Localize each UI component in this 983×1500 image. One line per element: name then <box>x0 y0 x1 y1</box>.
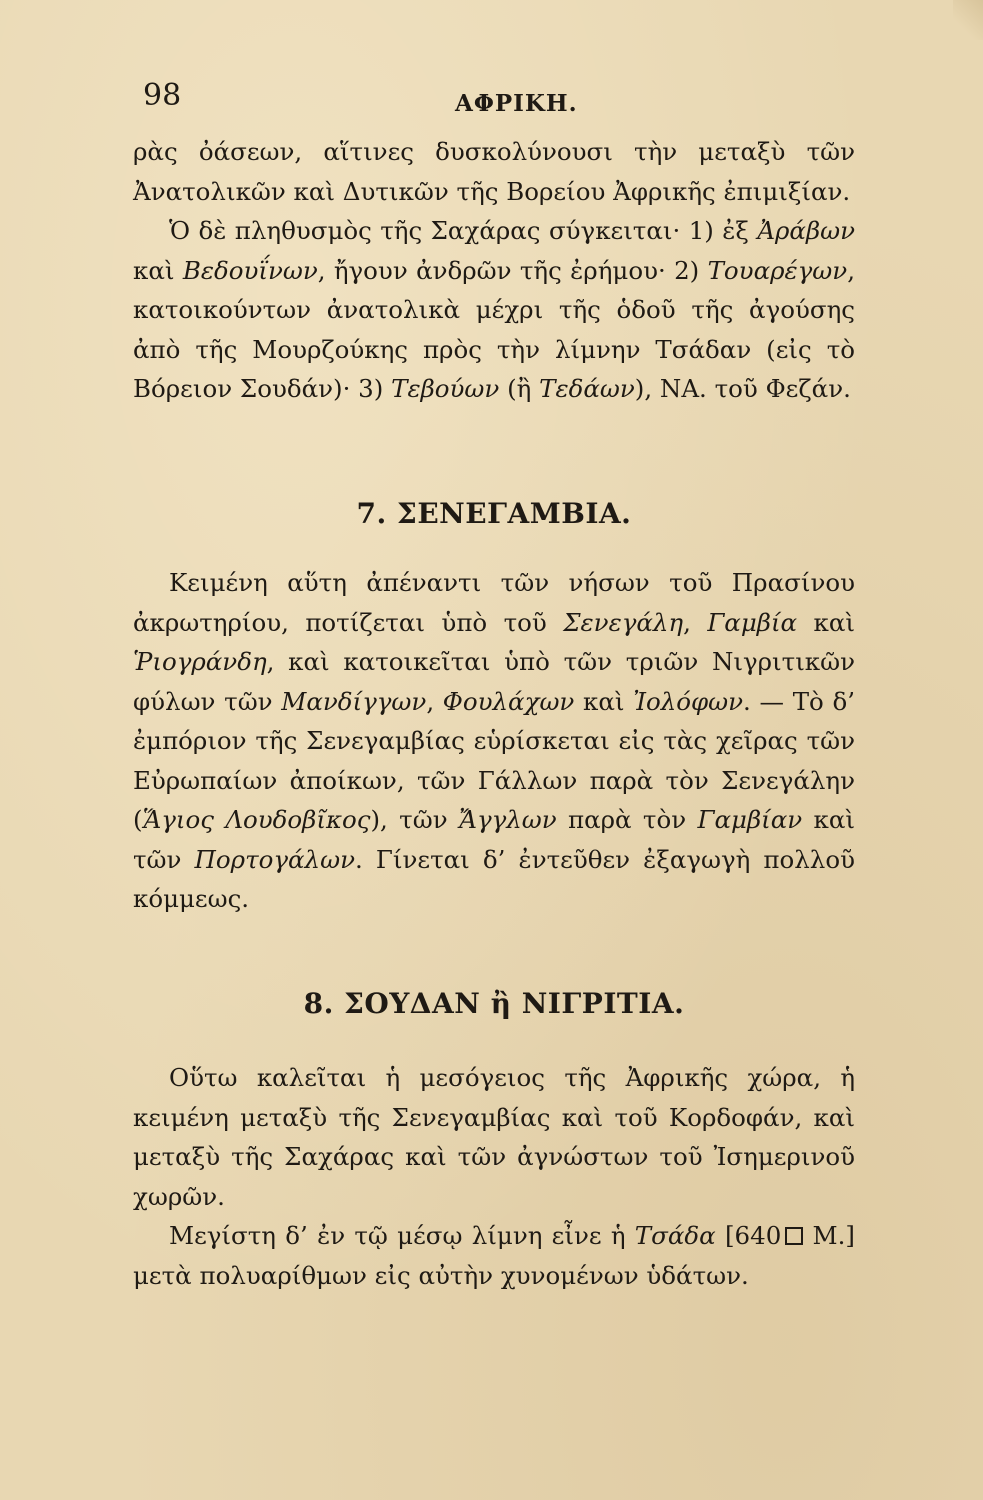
italic-name: Τεδάων <box>539 374 635 403</box>
text-run: (ἢ <box>499 374 540 403</box>
running-head <box>143 70 843 120</box>
page-corner-fold <box>953 0 983 40</box>
text-run: καὶ <box>574 686 634 716</box>
text-run: [640 <box>715 1221 782 1250</box>
paragraph-population <box>133 211 855 409</box>
italic-name: Γαμβίαν <box>697 805 803 834</box>
paragraph-senegambia <box>133 563 855 919</box>
text-run: . Γίνεται δ’ ἐντεῦθεν ἐξαγωγὴ πολλοῦ κόμμεως. <box>133 844 855 913</box>
text-run: , κατοικούντων ἀνατολικὰ μέχρι τῆς ὁδοῦ τῆς ἀγούσης ἀπὸ τῆς Μουρζούκης πρὸς τὴν λίμνην Τσάδαν (εἰς τὸ Βόρειον Σουδάν)· 3) <box>133 255 855 403</box>
italic-name: Ἅγιος Λουδοβῖκος <box>142 805 371 834</box>
italic-name: Γαμβία <box>707 607 798 637</box>
italic-name: Τεβούων <box>391 374 500 403</box>
section-sahara-text <box>133 132 855 409</box>
text-run: καὶ <box>133 255 183 285</box>
italic-name: Φουλάχων <box>442 686 575 716</box>
text-run: καὶ <box>797 607 855 637</box>
section-heading-soudan: 8. ΣΟΥΔΑΝ ἢ ΝΙΓΡΙΤΙΑ. <box>303 987 685 1020</box>
italic-name: Τσάδα <box>634 1221 716 1250</box>
text-run: Μ.] μετὰ πολυαρίθμων εἰς αὐτὴν χυνομένων ὑδάτων. <box>133 1221 855 1290</box>
square-miles-symbol-icon <box>785 1227 803 1245</box>
section-heading-senegambia: 7. ΣΕΝΕΓΑΜΒΙΑ. <box>356 497 632 530</box>
section-senegambia-text <box>133 563 855 919</box>
italic-name: Σενεγάλη <box>563 607 684 637</box>
text-run: Μεγίστη δ’ ἐν τῷ μέσῳ λίμνη εἶνε ἡ <box>169 1221 635 1250</box>
text-run: . — Τὸ δ’ ἐμπόριον τῆς Σενεγαμβίας εὑρίσκεται εἰς τὰς χεῖρας τῶν Εὐρωπαίων ἀποίκων, τῶν Γάλλων παρὰ τὸν Σενεγάλην ( <box>133 686 856 834</box>
text-run: καὶ τῶν <box>133 805 855 874</box>
italic-name: Ἄγγλων <box>458 805 557 834</box>
text-run: , ἤγουν ἀνδρῶν τῆς ἐρήμου· 2) <box>317 255 708 285</box>
italic-name: Ῥιογράνδη <box>133 647 267 676</box>
italic-name: Βεδουΐνων <box>182 255 318 285</box>
text-run: Ὁ δὲ πληθυσμὸς τῆς Σαχάρας σύγκειται· 1) ἐξ <box>169 216 758 245</box>
running-title: ΑΦΡΙΚΗ. <box>455 90 578 117</box>
italic-name: Πορτογάλων <box>194 844 355 874</box>
italic-name: Τουαρέγων <box>707 255 848 285</box>
text-run: , <box>683 607 708 637</box>
text-run: παρὰ τὸν <box>556 805 698 834</box>
section-soudan-text <box>133 1058 855 1295</box>
paragraph-lake-tsad <box>133 1216 855 1295</box>
paragraph-continuation: ρὰς ὀάσεων, αἵτινες δυσκολύνουσι τὴν μεταξὺ τῶν Ἀνατολικῶν καὶ Δυτικῶν τῆς Βορείου Ἀφρικῆς ἐπιμιξίαν. <box>133 137 855 206</box>
text-run: , καὶ κατοικεῖται ὑπὸ τῶν τριῶν Νιγριτικῶν φύλων τῶν <box>133 647 855 716</box>
text-run: ), ΝΑ. τοῦ Φεζάν. <box>634 374 851 403</box>
text-run: , <box>426 686 443 716</box>
paragraph-soudan: Οὕτω καλεῖται ἡ μεσόγειος τῆς Ἀφρικῆς χώρα, ἡ κειμένη μεταξὺ τῆς Σενεγαμβίας καὶ τοῦ Κορδοφάν, καὶ μεταξὺ τῆς Σαχάρας καὶ τῶν ἀγνώστων τοῦ Ἰσημερινοῦ χωρῶν. <box>133 1063 855 1211</box>
text-run: ), τῶν <box>370 805 459 834</box>
italic-name: Μανδίγγων <box>281 686 427 716</box>
text-run: Κειμένη αὕτη ἀπέναντι τῶν νήσων τοῦ Πρασίνου ἀκρωτηρίου, ποτίζεται ὑπὸ τοῦ <box>133 568 855 637</box>
italic-name: Ἀράβων <box>757 216 855 245</box>
italic-name: Ἰολόφων <box>633 686 744 716</box>
page-number: 98 <box>143 78 182 113</box>
